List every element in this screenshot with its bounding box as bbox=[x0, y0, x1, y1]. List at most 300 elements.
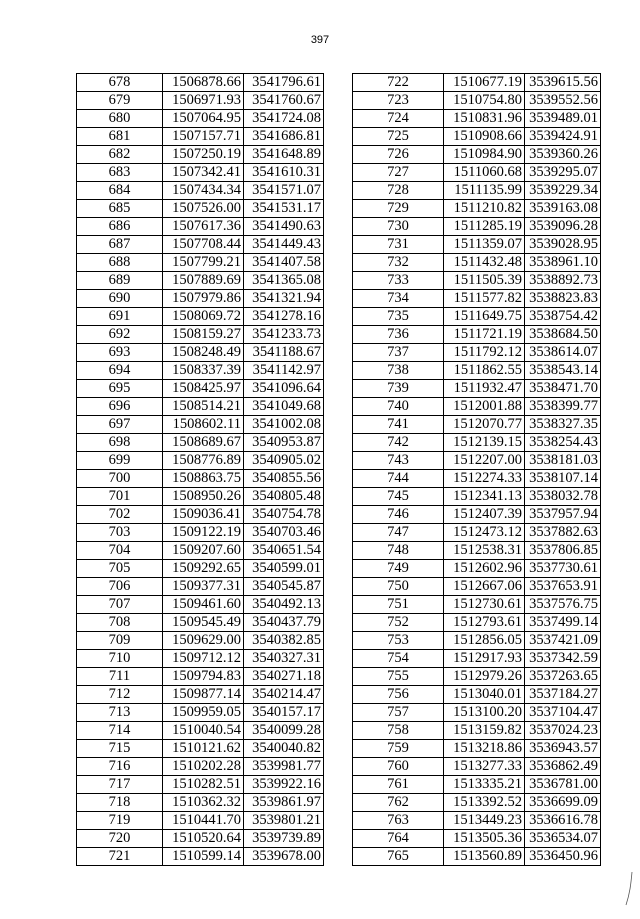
coord-y-cell: 3538823.83 bbox=[525, 290, 601, 308]
table-row bbox=[77, 254, 324, 272]
coord-x-cell: 1510362.32 bbox=[163, 794, 244, 812]
table-row bbox=[77, 110, 324, 128]
table-row bbox=[353, 758, 601, 776]
point-number-cell: 761 bbox=[353, 776, 444, 794]
point-number-cell: 717 bbox=[77, 776, 163, 794]
coord-x-cell: 1513040.01 bbox=[444, 686, 525, 704]
coord-x-cell: 1506971.93 bbox=[163, 92, 244, 110]
point-number-cell: 763 bbox=[353, 812, 444, 830]
point-number-cell: 746 bbox=[353, 506, 444, 524]
coordinates-table-right-body bbox=[353, 74, 601, 866]
coord-y-cell: 3540382.85 bbox=[244, 632, 324, 650]
coord-y-cell: 3541188.67 bbox=[244, 344, 324, 362]
table-row bbox=[353, 362, 601, 380]
table-row bbox=[353, 92, 601, 110]
table-row bbox=[353, 452, 601, 470]
coord-y-cell: 3541449.43 bbox=[244, 236, 324, 254]
point-number-cell: 724 bbox=[353, 110, 444, 128]
table-row bbox=[353, 650, 601, 668]
coord-y-cell: 3537730.61 bbox=[525, 560, 601, 578]
point-number-cell: 690 bbox=[77, 290, 163, 308]
coord-y-cell: 3539739.89 bbox=[244, 830, 324, 848]
point-number-cell: 733 bbox=[353, 272, 444, 290]
table-row bbox=[353, 398, 601, 416]
coord-y-cell: 3539861.97 bbox=[244, 794, 324, 812]
coord-x-cell: 1509292.65 bbox=[163, 560, 244, 578]
coord-x-cell: 1511649.75 bbox=[444, 308, 525, 326]
table-row bbox=[353, 344, 601, 362]
coord-y-cell: 3540805.48 bbox=[244, 488, 324, 506]
table-row bbox=[77, 272, 324, 290]
coord-x-cell: 1511285.19 bbox=[444, 218, 525, 236]
coord-y-cell: 3538181.03 bbox=[525, 452, 601, 470]
table-row bbox=[353, 146, 601, 164]
coord-y-cell: 3537576.75 bbox=[525, 596, 601, 614]
table-row bbox=[77, 560, 324, 578]
coord-y-cell: 3537957.94 bbox=[525, 506, 601, 524]
point-number-cell: 764 bbox=[353, 830, 444, 848]
coord-x-cell: 1509877.14 bbox=[163, 686, 244, 704]
point-number-cell: 706 bbox=[77, 578, 163, 596]
coord-x-cell: 1513277.33 bbox=[444, 758, 525, 776]
point-number-cell: 702 bbox=[77, 506, 163, 524]
point-number-cell: 680 bbox=[77, 110, 163, 128]
coord-x-cell: 1511721.19 bbox=[444, 326, 525, 344]
point-number-cell: 744 bbox=[353, 470, 444, 488]
coord-y-cell: 3540599.01 bbox=[244, 560, 324, 578]
point-number-cell: 759 bbox=[353, 740, 444, 758]
page-corner-mark bbox=[624, 871, 634, 907]
coord-x-cell: 1507250.19 bbox=[163, 146, 244, 164]
coord-x-cell: 1510121.62 bbox=[163, 740, 244, 758]
table-row bbox=[77, 182, 324, 200]
point-number-cell: 715 bbox=[77, 740, 163, 758]
coord-x-cell: 1511060.68 bbox=[444, 164, 525, 182]
coord-y-cell: 3538684.50 bbox=[525, 326, 601, 344]
coord-y-cell: 3536781.00 bbox=[525, 776, 601, 794]
coord-y-cell: 3541407.58 bbox=[244, 254, 324, 272]
coord-y-cell: 3540040.82 bbox=[244, 740, 324, 758]
table-row bbox=[353, 722, 601, 740]
coord-x-cell: 1508069.72 bbox=[163, 308, 244, 326]
coord-x-cell: 1509712.12 bbox=[163, 650, 244, 668]
coord-x-cell: 1509545.49 bbox=[163, 614, 244, 632]
point-number-cell: 751 bbox=[353, 596, 444, 614]
point-number-cell: 731 bbox=[353, 236, 444, 254]
table-row bbox=[77, 668, 324, 686]
point-number-cell: 723 bbox=[353, 92, 444, 110]
coord-y-cell: 3541610.31 bbox=[244, 164, 324, 182]
coord-y-cell: 3538471.70 bbox=[525, 380, 601, 398]
coord-x-cell: 1510040.54 bbox=[163, 722, 244, 740]
coord-y-cell: 3540953.87 bbox=[244, 434, 324, 452]
coordinates-table-right bbox=[352, 73, 601, 866]
table-row bbox=[77, 506, 324, 524]
point-number-cell: 696 bbox=[77, 398, 163, 416]
point-number-cell: 735 bbox=[353, 308, 444, 326]
point-number-cell: 711 bbox=[77, 668, 163, 686]
table-row bbox=[353, 434, 601, 452]
coord-x-cell: 1508248.49 bbox=[163, 344, 244, 362]
coord-y-cell: 3539028.95 bbox=[525, 236, 601, 254]
coord-x-cell: 1506878.66 bbox=[163, 74, 244, 92]
table-row bbox=[77, 794, 324, 812]
table-row bbox=[77, 146, 324, 164]
coord-x-cell: 1510282.51 bbox=[163, 776, 244, 794]
coord-y-cell: 3536862.49 bbox=[525, 758, 601, 776]
coord-y-cell: 3541648.89 bbox=[244, 146, 324, 164]
coord-x-cell: 1508863.75 bbox=[163, 470, 244, 488]
point-number-cell: 765 bbox=[353, 848, 444, 866]
coord-y-cell: 3540855.56 bbox=[244, 470, 324, 488]
table-row bbox=[77, 452, 324, 470]
coord-x-cell: 1510441.70 bbox=[163, 812, 244, 830]
coordinates-table-left-body bbox=[77, 74, 324, 866]
coord-y-cell: 3539096.28 bbox=[525, 218, 601, 236]
point-number-cell: 719 bbox=[77, 812, 163, 830]
table-row bbox=[353, 740, 601, 758]
point-number-cell: 762 bbox=[353, 794, 444, 812]
coord-x-cell: 1510599.14 bbox=[163, 848, 244, 866]
table-row bbox=[353, 236, 601, 254]
table-row bbox=[77, 722, 324, 740]
point-number-cell: 725 bbox=[353, 128, 444, 146]
table-row bbox=[77, 488, 324, 506]
point-number-cell: 757 bbox=[353, 704, 444, 722]
table-row bbox=[353, 74, 601, 92]
coord-y-cell: 3537882.63 bbox=[525, 524, 601, 542]
coord-y-cell: 3541571.07 bbox=[244, 182, 324, 200]
coordinates-table-left bbox=[76, 73, 324, 866]
coord-y-cell: 3537024.23 bbox=[525, 722, 601, 740]
coord-x-cell: 1510908.66 bbox=[444, 128, 525, 146]
table-row bbox=[77, 650, 324, 668]
table-row bbox=[77, 74, 324, 92]
table-row bbox=[353, 506, 601, 524]
point-number-cell: 748 bbox=[353, 542, 444, 560]
coord-x-cell: 1512667.06 bbox=[444, 578, 525, 596]
table-row bbox=[77, 92, 324, 110]
point-number-cell: 760 bbox=[353, 758, 444, 776]
point-number-cell: 683 bbox=[77, 164, 163, 182]
point-number-cell: 755 bbox=[353, 668, 444, 686]
point-number-cell: 692 bbox=[77, 326, 163, 344]
table-row bbox=[353, 578, 601, 596]
point-number-cell: 726 bbox=[353, 146, 444, 164]
coord-y-cell: 3538614.07 bbox=[525, 344, 601, 362]
coord-y-cell: 3539295.07 bbox=[525, 164, 601, 182]
coord-x-cell: 1507434.34 bbox=[163, 182, 244, 200]
coord-x-cell: 1509959.05 bbox=[163, 704, 244, 722]
coord-y-cell: 3540327.31 bbox=[244, 650, 324, 668]
coord-y-cell: 3541049.68 bbox=[244, 398, 324, 416]
table-row bbox=[353, 794, 601, 812]
coord-y-cell: 3537263.65 bbox=[525, 668, 601, 686]
coord-y-cell: 3540905.02 bbox=[244, 452, 324, 470]
coord-x-cell: 1511432.48 bbox=[444, 254, 525, 272]
coord-x-cell: 1513335.21 bbox=[444, 776, 525, 794]
coord-y-cell: 3539922.16 bbox=[244, 776, 324, 794]
point-number-cell: 737 bbox=[353, 344, 444, 362]
coord-y-cell: 3541233.73 bbox=[244, 326, 324, 344]
point-number-cell: 681 bbox=[77, 128, 163, 146]
coord-x-cell: 1511210.82 bbox=[444, 200, 525, 218]
point-number-cell: 734 bbox=[353, 290, 444, 308]
coord-y-cell: 3540099.28 bbox=[244, 722, 324, 740]
coord-y-cell: 3541796.61 bbox=[244, 74, 324, 92]
table-row bbox=[353, 416, 601, 434]
coord-y-cell: 3541142.97 bbox=[244, 362, 324, 380]
point-number-cell: 713 bbox=[77, 704, 163, 722]
coord-y-cell: 3538327.35 bbox=[525, 416, 601, 434]
table-row bbox=[353, 164, 601, 182]
table-row bbox=[353, 326, 601, 344]
coord-y-cell: 3537421.09 bbox=[525, 632, 601, 650]
table-row bbox=[77, 614, 324, 632]
table-row bbox=[353, 290, 601, 308]
point-number-cell: 694 bbox=[77, 362, 163, 380]
point-number-cell: 730 bbox=[353, 218, 444, 236]
table-row bbox=[353, 200, 601, 218]
coord-x-cell: 1513159.82 bbox=[444, 722, 525, 740]
table-row bbox=[77, 578, 324, 596]
table-row bbox=[353, 596, 601, 614]
point-number-cell: 699 bbox=[77, 452, 163, 470]
coord-y-cell: 3537184.27 bbox=[525, 686, 601, 704]
point-number-cell: 721 bbox=[77, 848, 163, 866]
table-row bbox=[77, 326, 324, 344]
table-row bbox=[353, 308, 601, 326]
point-number-cell: 720 bbox=[77, 830, 163, 848]
coord-x-cell: 1512407.39 bbox=[444, 506, 525, 524]
table-row bbox=[353, 470, 601, 488]
point-number-cell: 754 bbox=[353, 650, 444, 668]
table-row bbox=[77, 164, 324, 182]
coord-y-cell: 3540437.79 bbox=[244, 614, 324, 632]
point-number-cell: 738 bbox=[353, 362, 444, 380]
coord-y-cell: 3540754.78 bbox=[244, 506, 324, 524]
coord-x-cell: 1507526.00 bbox=[163, 200, 244, 218]
coord-x-cell: 1509377.31 bbox=[163, 578, 244, 596]
coord-y-cell: 3538961.10 bbox=[525, 254, 601, 272]
page-number: 397 bbox=[310, 34, 330, 46]
coord-y-cell: 3539981.77 bbox=[244, 758, 324, 776]
coord-x-cell: 1512207.00 bbox=[444, 452, 525, 470]
point-number-cell: 753 bbox=[353, 632, 444, 650]
coord-y-cell: 3537342.59 bbox=[525, 650, 601, 668]
point-number-cell: 741 bbox=[353, 416, 444, 434]
coord-x-cell: 1510831.96 bbox=[444, 110, 525, 128]
point-number-cell: 704 bbox=[77, 542, 163, 560]
coord-y-cell: 3536616.78 bbox=[525, 812, 601, 830]
coord-x-cell: 1510520.64 bbox=[163, 830, 244, 848]
point-number-cell: 687 bbox=[77, 236, 163, 254]
coord-x-cell: 1513218.86 bbox=[444, 740, 525, 758]
table-row bbox=[77, 398, 324, 416]
coord-x-cell: 1507064.95 bbox=[163, 110, 244, 128]
coord-y-cell: 3538254.43 bbox=[525, 434, 601, 452]
point-number-cell: 703 bbox=[77, 524, 163, 542]
point-number-cell: 684 bbox=[77, 182, 163, 200]
coord-x-cell: 1512979.26 bbox=[444, 668, 525, 686]
table-row bbox=[353, 686, 601, 704]
coord-x-cell: 1511792.12 bbox=[444, 344, 525, 362]
point-number-cell: 691 bbox=[77, 308, 163, 326]
coord-y-cell: 3539360.26 bbox=[525, 146, 601, 164]
table-row bbox=[77, 830, 324, 848]
coord-x-cell: 1507617.36 bbox=[163, 218, 244, 236]
coord-y-cell: 3537104.47 bbox=[525, 704, 601, 722]
table-row bbox=[77, 128, 324, 146]
coord-x-cell: 1510754.80 bbox=[444, 92, 525, 110]
coord-x-cell: 1509207.60 bbox=[163, 542, 244, 560]
coord-x-cell: 1508425.97 bbox=[163, 380, 244, 398]
coord-y-cell: 3540157.17 bbox=[244, 704, 324, 722]
table-row bbox=[77, 704, 324, 722]
point-number-cell: 707 bbox=[77, 596, 163, 614]
point-number-cell: 742 bbox=[353, 434, 444, 452]
coord-y-cell: 3538032.78 bbox=[525, 488, 601, 506]
point-number-cell: 752 bbox=[353, 614, 444, 632]
coord-x-cell: 1508776.89 bbox=[163, 452, 244, 470]
coord-y-cell: 3541002.08 bbox=[244, 416, 324, 434]
coord-y-cell: 3536943.57 bbox=[525, 740, 601, 758]
point-number-cell: 678 bbox=[77, 74, 163, 92]
coord-x-cell: 1513505.36 bbox=[444, 830, 525, 848]
coord-y-cell: 3536450.96 bbox=[525, 848, 601, 866]
point-number-cell: 685 bbox=[77, 200, 163, 218]
point-number-cell: 701 bbox=[77, 488, 163, 506]
point-number-cell: 722 bbox=[353, 74, 444, 92]
table-row bbox=[77, 200, 324, 218]
coord-x-cell: 1512917.93 bbox=[444, 650, 525, 668]
table-row bbox=[353, 272, 601, 290]
coord-y-cell: 3540545.87 bbox=[244, 578, 324, 596]
table-row bbox=[77, 542, 324, 560]
point-number-cell: 714 bbox=[77, 722, 163, 740]
coord-x-cell: 1512070.77 bbox=[444, 416, 525, 434]
table-row bbox=[353, 812, 601, 830]
coord-x-cell: 1507979.86 bbox=[163, 290, 244, 308]
table-row bbox=[353, 668, 601, 686]
table-row bbox=[353, 560, 601, 578]
table-row bbox=[77, 524, 324, 542]
coord-x-cell: 1509036.41 bbox=[163, 506, 244, 524]
point-number-cell: 727 bbox=[353, 164, 444, 182]
table-row bbox=[353, 524, 601, 542]
coord-y-cell: 3537499.14 bbox=[525, 614, 601, 632]
table-row bbox=[77, 596, 324, 614]
coord-x-cell: 1511577.82 bbox=[444, 290, 525, 308]
point-number-cell: 712 bbox=[77, 686, 163, 704]
coord-x-cell: 1509629.00 bbox=[163, 632, 244, 650]
coord-x-cell: 1507342.41 bbox=[163, 164, 244, 182]
point-number-cell: 693 bbox=[77, 344, 163, 362]
coord-y-cell: 3538107.14 bbox=[525, 470, 601, 488]
coord-x-cell: 1512473.12 bbox=[444, 524, 525, 542]
coord-y-cell: 3540271.18 bbox=[244, 668, 324, 686]
table-row bbox=[353, 128, 601, 146]
table-row bbox=[77, 686, 324, 704]
point-number-cell: 758 bbox=[353, 722, 444, 740]
coord-x-cell: 1509122.19 bbox=[163, 524, 244, 542]
coord-x-cell: 1511359.07 bbox=[444, 236, 525, 254]
coord-x-cell: 1508689.67 bbox=[163, 434, 244, 452]
coord-x-cell: 1512602.96 bbox=[444, 560, 525, 578]
coord-y-cell: 3539552.56 bbox=[525, 92, 601, 110]
point-number-cell: 716 bbox=[77, 758, 163, 776]
point-number-cell: 679 bbox=[77, 92, 163, 110]
point-number-cell: 689 bbox=[77, 272, 163, 290]
point-number-cell: 740 bbox=[353, 398, 444, 416]
coord-x-cell: 1512730.61 bbox=[444, 596, 525, 614]
point-number-cell: 710 bbox=[77, 650, 163, 668]
coord-x-cell: 1512856.05 bbox=[444, 632, 525, 650]
coord-y-cell: 3541686.81 bbox=[244, 128, 324, 146]
coord-y-cell: 3541760.67 bbox=[244, 92, 324, 110]
table-row bbox=[353, 218, 601, 236]
coord-y-cell: 3538399.77 bbox=[525, 398, 601, 416]
coord-y-cell: 3539489.01 bbox=[525, 110, 601, 128]
table-row bbox=[77, 308, 324, 326]
coord-y-cell: 3539801.21 bbox=[244, 812, 324, 830]
point-number-cell: 718 bbox=[77, 794, 163, 812]
coord-x-cell: 1511135.99 bbox=[444, 182, 525, 200]
table-row bbox=[77, 344, 324, 362]
point-number-cell: 745 bbox=[353, 488, 444, 506]
coord-x-cell: 1508514.21 bbox=[163, 398, 244, 416]
table-row bbox=[353, 542, 601, 560]
coord-y-cell: 3541531.17 bbox=[244, 200, 324, 218]
table-row bbox=[77, 290, 324, 308]
table-row bbox=[77, 236, 324, 254]
point-number-cell: 749 bbox=[353, 560, 444, 578]
coord-y-cell: 3541365.08 bbox=[244, 272, 324, 290]
point-number-cell: 705 bbox=[77, 560, 163, 578]
point-number-cell: 697 bbox=[77, 416, 163, 434]
table-row bbox=[353, 776, 601, 794]
coord-y-cell: 3541490.63 bbox=[244, 218, 324, 236]
coord-y-cell: 3536534.07 bbox=[525, 830, 601, 848]
coord-x-cell: 1513560.89 bbox=[444, 848, 525, 866]
point-number-cell: 747 bbox=[353, 524, 444, 542]
coord-x-cell: 1507799.21 bbox=[163, 254, 244, 272]
point-number-cell: 709 bbox=[77, 632, 163, 650]
coord-x-cell: 1512001.88 bbox=[444, 398, 525, 416]
table-row bbox=[353, 614, 601, 632]
coord-x-cell: 1512341.13 bbox=[444, 488, 525, 506]
point-number-cell: 756 bbox=[353, 686, 444, 704]
coord-x-cell: 1510677.19 bbox=[444, 74, 525, 92]
table-row bbox=[353, 182, 601, 200]
coord-y-cell: 3539424.91 bbox=[525, 128, 601, 146]
table-row bbox=[77, 218, 324, 236]
coord-x-cell: 1512538.31 bbox=[444, 542, 525, 560]
coord-x-cell: 1512793.61 bbox=[444, 614, 525, 632]
coord-y-cell: 3540492.13 bbox=[244, 596, 324, 614]
coord-x-cell: 1513449.23 bbox=[444, 812, 525, 830]
coord-x-cell: 1511932.47 bbox=[444, 380, 525, 398]
table-row bbox=[77, 758, 324, 776]
coord-y-cell: 3538754.42 bbox=[525, 308, 601, 326]
point-number-cell: 698 bbox=[77, 434, 163, 452]
point-number-cell: 739 bbox=[353, 380, 444, 398]
coord-x-cell: 1513392.52 bbox=[444, 794, 525, 812]
coord-y-cell: 3536699.09 bbox=[525, 794, 601, 812]
coord-x-cell: 1508950.26 bbox=[163, 488, 244, 506]
coord-y-cell: 3541724.08 bbox=[244, 110, 324, 128]
point-number-cell: 728 bbox=[353, 182, 444, 200]
